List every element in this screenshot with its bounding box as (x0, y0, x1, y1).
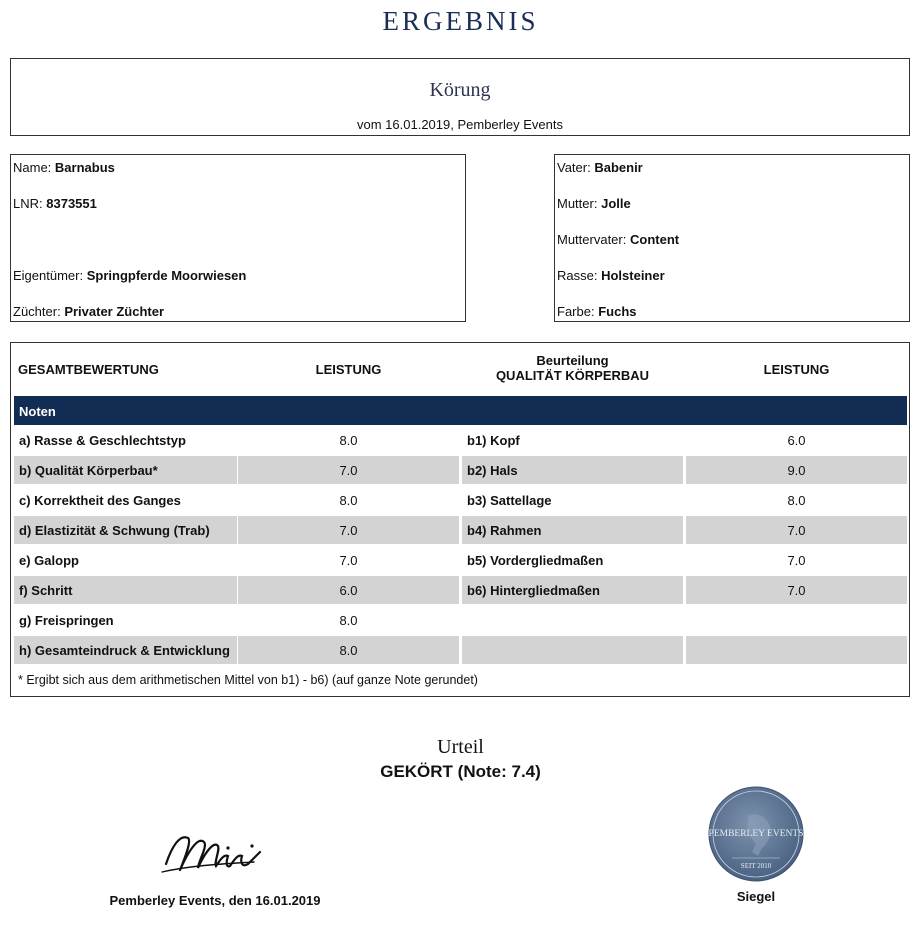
score-cell-left-value: 8.0 (339, 493, 358, 508)
score-cell-left-value: 7.0 (238, 516, 459, 544)
breed-field: Rasse: Holsteiner (557, 268, 665, 283)
result-verdict: GEKÖRT (Note: 7.4) (380, 762, 541, 781)
page-title: ERGEBNIS (382, 6, 539, 36)
score-cell-right-value: 7.0 (686, 516, 907, 544)
score-cell-left-value: 7.0 (339, 553, 358, 568)
color-field: Farbe: Fuchs (557, 304, 637, 319)
signature-caption: Pemberley Events, den 16.01.2019 (109, 893, 321, 908)
header-right-score: LEISTUNG (763, 362, 830, 377)
score-cell-right-label: b3) Sattellage (467, 493, 552, 508)
score-cell-right-label: b1) Kopf (467, 433, 520, 448)
score-cell-left-label: f) Schritt (14, 576, 237, 604)
footnote: * Ergibt sich aus dem arithmetischen Mittel von b1) - b6) (auf ganze Note gerundet) (18, 673, 478, 687)
header-left-score: LEISTUNG (315, 362, 382, 377)
score-cell-left-value: 6.0 (238, 576, 459, 604)
horse-owner-field: Eigentümer: Springpferde Moorwiesen (13, 268, 247, 283)
signature (158, 826, 268, 884)
score-cell-right-label: b6) Hintergliedmaßen (462, 576, 683, 604)
score-cell-left-label: c) Korrektheit des Ganges (19, 493, 181, 508)
score-cell-right-value (686, 636, 907, 664)
score-cell-left-value: 8.0 (339, 433, 358, 448)
header-conformation-line1: Beurteilung (536, 353, 609, 368)
score-cell-left-value: 7.0 (238, 456, 459, 484)
damsire-field: Muttervater: Content (557, 232, 680, 247)
score-cell-left-label: d) Elastizität & Schwung (Trab) (14, 516, 237, 544)
header-conformation-line2: QUALITÄT KÖRPERBAU (495, 368, 650, 383)
seal-line2: SEIT 2010 (740, 862, 772, 870)
score-table (10, 342, 910, 697)
score-cell-right-value: 9.0 (686, 456, 907, 484)
horse-breeder-field: Züchter: Privater Züchter (13, 304, 165, 319)
horse-info-box (10, 154, 466, 322)
result-heading: Urteil (437, 736, 484, 758)
seal-caption: Siegel (736, 889, 776, 904)
score-cell-right-label: b5) Vordergliedmaßen (467, 553, 604, 568)
score-cell-right-value: 8.0 (787, 493, 806, 508)
dam-field: Mutter: Jolle (557, 196, 631, 211)
score-cell-right-label (462, 606, 683, 634)
score-cell-right-value: 7.0 (686, 576, 907, 604)
section-band: Noten (14, 396, 907, 425)
score-cell-left-label: e) Galopp (19, 553, 79, 568)
score-cell-right-value: 6.0 (787, 433, 806, 448)
score-cell-right-value: 7.0 (787, 553, 806, 568)
sire-field: Vater: Babenir (557, 160, 643, 175)
score-cell-left-value: 8.0 (238, 636, 459, 664)
seal (708, 786, 804, 882)
event-subtitle: vom 16.01.2019, Pemberley Events (357, 117, 563, 132)
horse-name-field: Name: Barnabus (13, 160, 115, 175)
score-cell-right-label: b2) Hals (462, 456, 683, 484)
score-cell-right-label (462, 636, 683, 664)
score-cell-left-value: 8.0 (339, 613, 358, 628)
score-cell-right-label: b4) Rahmen (462, 516, 683, 544)
score-cell-left-label: b) Qualität Körperbau* (14, 456, 237, 484)
event-box (10, 58, 910, 136)
event-name: Körung (429, 79, 491, 101)
header-conformation (460, 353, 685, 383)
horse-lnr-field: LNR: 8373551 (13, 196, 97, 211)
header-overall: GESAMTBEWERTUNG (18, 362, 159, 377)
pedigree-box (554, 154, 910, 322)
score-cell-left-label: g) Freispringen (19, 613, 114, 628)
score-cell-right-value (686, 606, 907, 634)
score-cell-left-label: a) Rasse & Geschlechtstyp (19, 433, 186, 448)
seal-line1: PEMBERLEY EVENTS (708, 829, 804, 839)
score-cell-left-label: h) Gesamteindruck & Entwicklung (14, 636, 237, 664)
